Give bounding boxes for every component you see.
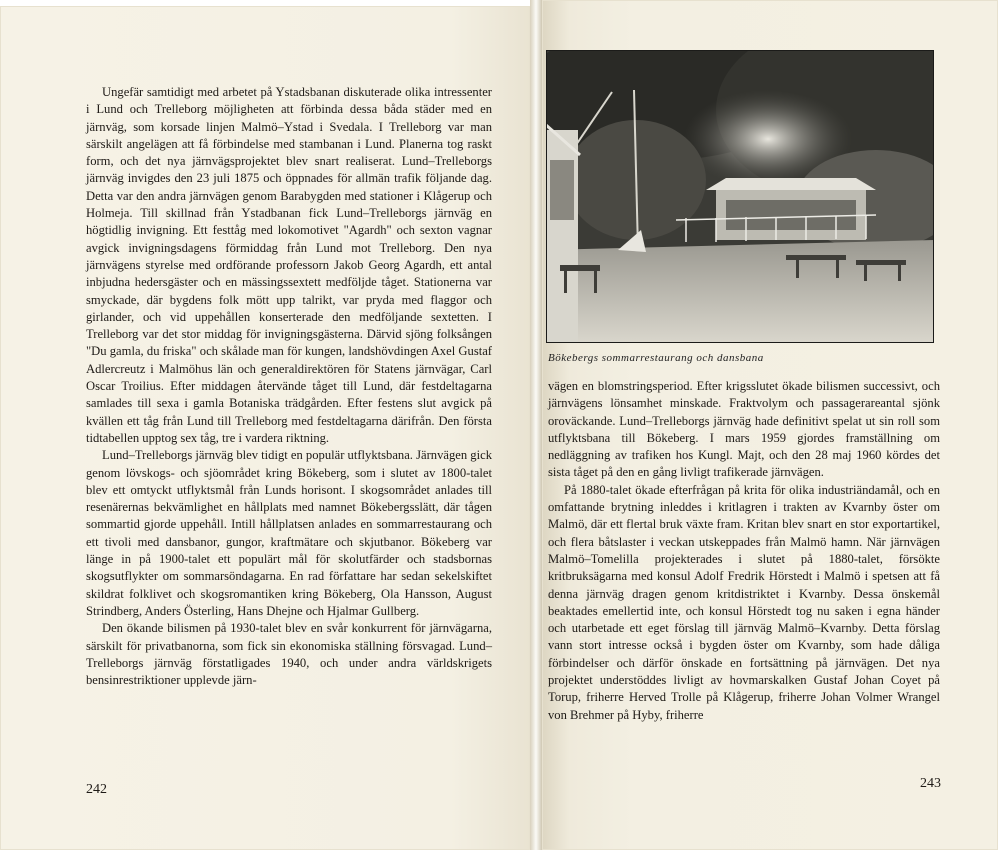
photo-caption: Bökebergs sommarrestaurang och dansbana: [548, 352, 764, 364]
book-gutter: [530, 0, 542, 850]
paragraph: Den ökande bilismen på 1930-talet blev en svår konkurrent för järnvägarna, särskilt för privatbanorna, som fick sin ekonomiska ställning försvagad. Lund–Trelleborgs järnväg förstatligades 1940, och under andra världskrigets bensinrestriktioner upplevde järn-: [86, 621, 492, 688]
paragraph: vägen en blomstringsperiod. Efter krigsslutet ökade bilismen successivt, och järnvägens lönsamhet minskade. Fraktvolym och passagerareantal sjönk oroväckande. Lund–Trelleborgs järnväg hade definitivt spelat ut sin roll som utflyktsbana till Bökeberg. I mars 1959 gjordes framställning om nedläggning av trafiken hos Kungl. Majt, och den 28 maj 1960 kördes det sista tåget på den en gång livligt trafikerade järnvägen.: [548, 379, 940, 480]
left-page: [0, 6, 530, 850]
page-number: 242: [86, 782, 107, 797]
pavilion-photo: [546, 50, 934, 343]
right-page: [542, 0, 998, 850]
paragraph: Lund–Trelleborgs järnväg blev tidigt en populär utflyktsbana. Järnvägen gick genom lövskogs- och sjöområdet kring Bökeberg, som i slutet av 1800-talet blev ett omtyckt utflyktsmål från Lunds horisont. I skogsområdet anlades till resenärernas bekvämlighet en hållplats med namnet Bökebergsslätt, där tågen sommartid gjorde uppehåll. Intill hållplatsen anlades en sommarrestaurang och ett tivoli med dansbanor, gungor, kraftmätare och skjutbanor. Bökeberg var länge in på 1900-talet ett populärt mål för skolutfärder och stadsbornas skogsutflykter om sommarsöndagarna. En rad författare har sedan sekelskiftet skildrat folklivet och skogsromantiken kring Bökeberg, Ola Hansson, August Strindberg, Anders Österling, Hans Dhejne och Hjalmar Gullberg.: [86, 448, 492, 618]
paragraph: Ungefär samtidigt med arbetet på Ystadsbanan diskuterade olika intressenter i Lund och Trelleborg möjligheten att förbinda dessa båda städer med en järnväg, som korsade linjen Malmö–Ystad i Svedala. I Trelleborg var man särskilt angelägen att få förbindelse med stambanan i Lund. Planerna tog raskt form, och det nya järnvägsprojektet blev snart realiserat. Lund–Trelleborgs järnväg invigdes den 23 juli 1875 och öppnades för allmän trafik följande dag. Detta var den andra järnvägen genom Barabygden med stationer i Klågerup och Holmeja. Till skillnad från Ystadbanan fick Lund–Trelleborgs järnväg en högtidlig invigning. Ett festtåg med lokomotivet "Agardh" och sexton vagnar avgick invigningsdagens förmiddag från Lund mot Trelleborg. Den nya järnvägens styrelse med ordförande professorn Jakob Georg Agardh, ett antal inbjudna hedersgäster och en mässingssextett medföljde tåget. Stationerna var smyckade, där bygdens folk mött upp talrikt, var pryda med flaggor och girlander, och vid uppehållen konserterade den medföljande sextetten. I Trelleborg var det stor middag för invigningsgästerna. Därvid sjöng folksången "Du gamla, du friska" och skålade man för kungen, landshövdingen Axel Gustaf Adlercreutz i Malmöhus län och generaldirektören för Statens järnvägar, Carl Oscar Troilius. Efter middagen återvände tåget till Lund, där festdeltagarna samlades till sexa i gamla Botaniska trädgården. Efter festens slut avgick på kvällen ett tåg från Lund till Trelleborg med festdeltagarna därifrån. Den första tidtabellen upptog sex tåg, tre i vardera riktning.: [86, 85, 492, 445]
left-page-text: [86, 84, 492, 689]
paragraph: På 1880-talet ökade efterfrågan på krita för olika industriändamål, och en omfattande brytning inleddes i kritlagren i trakten av Kvarnby öster om Malmö, där ett flertal bruk växte fram. Kritan blev snart en stor exportartikel, och flera båtslaster i veckan utskeppades från Malmö hamn. När järnvägen Malmö–Tomelilla projekterades i slutet på 1880-talet, försökte kritbruksägarna med konsul Adolf Fredrik Hörstedt i Malmö i spetsen att få denna järnväg dragen genom kritdistriktet i Kvarnby. Dessa önskemål beaktades emellertid inte, och konsul Hörstedt tog nu saken i egna händer och utarbetade ett eget förslag till järnväg Malmö–Kvarnby. Detta förslag vann stort intresse också i bygden öster om Kvarnby, som hade dåliga förbindelser och därför önskade en fortsättning på järnvägen. Det nya projektet understöddes livligt av hovmarskalken Gustaf Johan Coyet på Torup, friherre Herved Trolle på Klågerup, friherre Johan Volmer Wrangel von Brehmer på Hyby, friherre: [548, 482, 940, 722]
page-number: 243: [920, 776, 941, 791]
right-page-text: [548, 378, 940, 724]
